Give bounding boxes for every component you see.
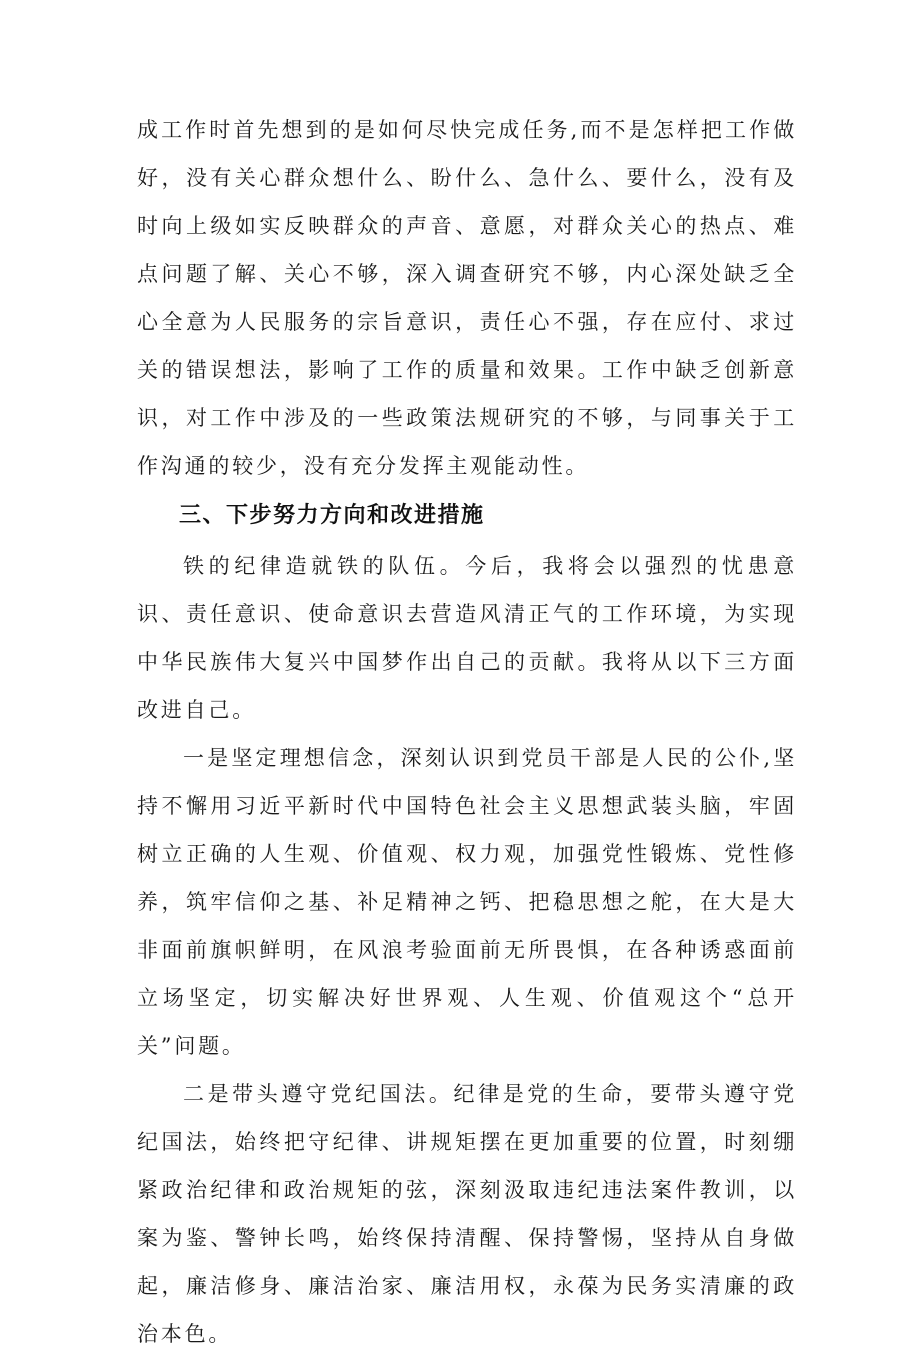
section-heading: 三、下步努力方向和改进措施	[179, 503, 485, 528]
paragraph-intro: 铁的纪律造就铁的队伍。今后，我将会以强烈的忧患意识、责任意识、使命意识去营造风清正气的工作环境，为实现中华民族伟大复兴中国梦作出自己的贡献。我将从以下三方面改进自己。	[137, 554, 797, 722]
document-body	[137, 106, 797, 1358]
paragraph-point-one: 一是坚定理想信念，深刻认识到党员干部是人民的公仆,坚持不懈用习近平新时代中国特色社会主义思想武装头脑，牢固树立正确的人生观、价值观、权力观，加强党性锻炼、党性修养，筑牢信仰之基、补足精神之钙、把稳思想之舵，在大是大非面前旗帜鲜明，在风浪考验面前无所畏惧，在各种诱惑面前立场坚定，切实解决好世界观、人生观、价值观这个“总开关”问题。	[137, 746, 797, 1058]
paragraph-point-two: 二是带头遵守党纪国法。纪律是党的生命，要带头遵守党纪国法，始终把守纪律、讲规矩摆在更加重要的位置，时刻绷紧政治纪律和政治规矩的弦，深刻汲取违纪违法案件教训，以案为鉴、警钟长鸣，始终保持清醒、保持警惕，坚持从自身做起，廉洁修身、廉洁治家、廉洁用权，永葆为民务实清廉的政治本色。	[137, 1082, 797, 1346]
continuation-paragraph: 成工作时首先想到的是如何尽快完成任务,而不是怎样把工作做好，没有关心群众想什么、盼什么、急什么、要什么，没有及时向上级如实反映群众的声音、意愿，对群众关心的热点、难点问题了解、关心不够，深入调查研究不够，内心深处缺乏全心全意为人民服务的宗旨意识，责任心不强，存在应付、求过关的错误想法，影响了工作的质量和效果。工作中缺乏创新意识，对工作中涉及的一些政策法规研究的不够，与同事关于工作沟通的较少，没有充分发挥主观能动性。	[137, 118, 797, 478]
